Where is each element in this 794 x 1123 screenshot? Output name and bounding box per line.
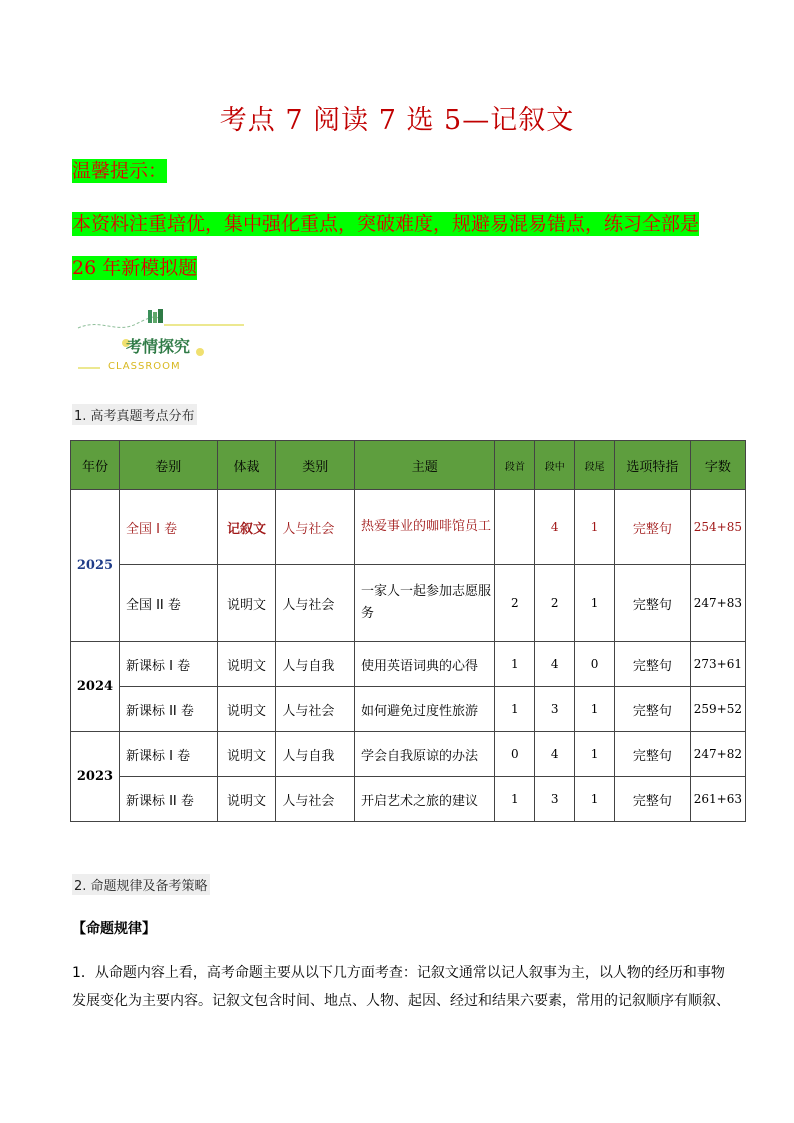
words-cell: 273+61 [690,642,745,687]
category-cell: 人与社会 [276,490,355,565]
header-end: 段尾 [575,441,615,490]
genre-cell: 记叙文 [217,490,276,565]
year-cell: 2023 [71,732,120,822]
year-cell: 2025 [71,490,120,642]
option-cell: 完整句 [615,490,691,565]
end-cell: 0 [575,642,615,687]
paper-cell: 新课标 I 卷 [119,732,217,777]
paper-cell: 全国 I 卷 [119,490,217,565]
header-year: 年份 [71,441,120,490]
header-topic: 主题 [355,441,495,490]
words-cell: 261+63 [690,777,745,822]
topic-cell: 开启艺术之旅的建议 [355,777,495,822]
table-row [71,565,746,642]
genre-cell: 说明文 [217,642,276,687]
option-cell: 完整句 [615,732,691,777]
header-option: 选项特指 [615,441,691,490]
category-cell: 人与社会 [276,565,355,642]
start-cell: 0 [495,732,535,777]
topic-cell: 热爱事业的咖啡馆员工 [355,490,495,565]
topic-cell: 学会自我原谅的办法 [355,732,495,777]
genre-cell: 说明文 [217,565,276,642]
year-cell: 2024 [71,642,120,732]
topic-cell: 一家人一起参加志愿服务 [355,565,495,642]
note-line-2: 26 年新模拟题 [72,257,198,279]
start-cell: 1 [495,777,535,822]
page-title: 考点 7 阅读 7 选 5—记叙文 [219,105,575,136]
table-header-row [71,441,746,490]
table-row [71,490,746,565]
paragraph-1: 1．从命题内容上看，高考命题主要从以下几方面考查：记叙文通常以记人叙事为主，以人物的经历和事物发展变化为主要内容。记叙文包含时间、地点、人物、起因、经过和结果六要素，常用的记叙顺序有顺叙、 [72,965,730,1009]
middle-cell: 3 [535,687,575,732]
table-row [71,777,746,822]
banner-subtitle: CLASSROOM [108,361,181,372]
paper-cell: 新课标 II 卷 [119,777,217,822]
header-middle: 段中 [535,441,575,490]
words-cell: 254+85 [690,490,745,565]
table-row [71,642,746,687]
exam-distribution-table [70,440,746,822]
middle-cell: 4 [535,732,575,777]
genre-cell: 说明文 [217,687,276,732]
section-1-title: 1. 高考真题考点分布 [72,404,197,425]
genre-cell: 说明文 [217,777,276,822]
middle-cell: 2 [535,565,575,642]
end-cell: 1 [575,687,615,732]
topic-cell: 如何避免过度性旅游 [355,687,495,732]
words-cell: 259+52 [690,687,745,732]
option-cell: 完整句 [615,642,691,687]
middle-cell: 4 [535,490,575,565]
words-cell: 247+82 [690,732,745,777]
start-cell: 1 [495,687,535,732]
middle-cell: 4 [535,642,575,687]
paper-cell: 新课标 II 卷 [119,687,217,732]
tip-label: 温馨提示： [72,160,168,182]
banner-title: 考情探究 [126,337,191,356]
option-cell: 完整句 [615,565,691,642]
table-row [71,732,746,777]
category-cell: 人与社会 [276,777,355,822]
start-cell: 2 [495,565,535,642]
note-line-1: 本资料注重培优，集中强化重点，突破难度，规避易混易错点，练习全部是 [72,213,700,235]
classroom-banner [76,306,256,378]
table-row [71,687,746,732]
topic-cell: 使用英语词典的心得 [355,642,495,687]
end-cell: 1 [575,732,615,777]
header-genre: 体裁 [217,441,276,490]
middle-cell: 3 [535,777,575,822]
section-2-title: 2. 命题规律及备考策略 [72,874,210,895]
header-paper: 卷别 [119,441,217,490]
end-cell: 1 [575,565,615,642]
rule-heading: 【命题规律】 [72,921,156,937]
category-cell: 人与自我 [276,642,355,687]
header-start: 段首 [495,441,535,490]
start-cell [495,490,535,565]
words-cell: 247+83 [690,565,745,642]
paper-cell: 全国 II 卷 [119,565,217,642]
category-cell: 人与社会 [276,687,355,732]
header-category: 类别 [276,441,355,490]
start-cell: 1 [495,642,535,687]
header-words: 字数 [690,441,745,490]
option-cell: 完整句 [615,777,691,822]
end-cell: 1 [575,490,615,565]
paper-cell: 新课标 I 卷 [119,642,217,687]
option-cell: 完整句 [615,687,691,732]
category-cell: 人与自我 [276,732,355,777]
end-cell: 1 [575,777,615,822]
genre-cell: 说明文 [217,732,276,777]
